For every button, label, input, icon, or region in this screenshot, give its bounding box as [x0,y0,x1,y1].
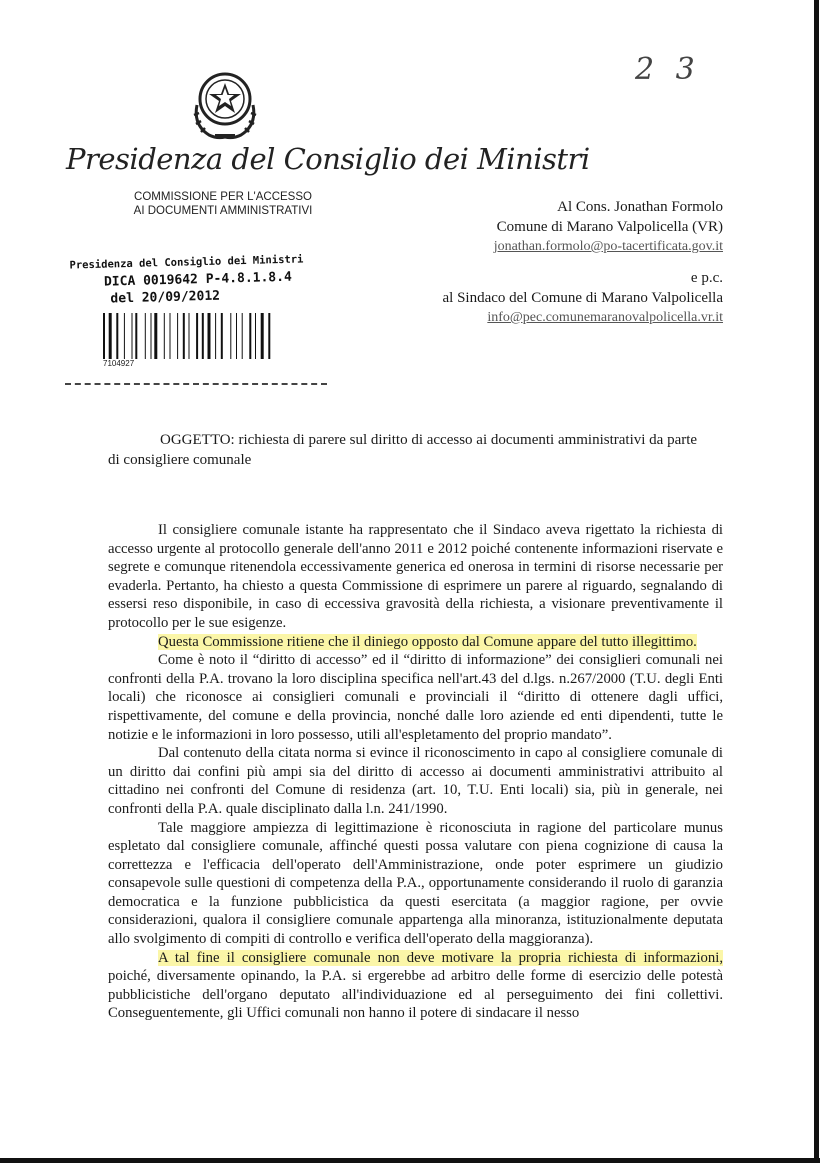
commission-name [120,190,326,218]
commission-name-line1: COMMISSIONE PER L'ACCESSO [134,191,312,203]
barcode-bar [261,313,264,359]
barcode-bar [151,313,152,359]
barcode-bar [202,313,204,359]
recipient-block [494,197,723,257]
barcode-bar [103,313,105,359]
barcode-bar [208,313,211,359]
barcode-bar [132,313,133,359]
barcode-bar [124,313,125,359]
stamp-date: del 20/09/2012 [110,288,221,307]
stamp-line1: Presidenza del Consiglio dei Ministri [69,253,304,272]
protocol-stamp [69,252,340,307]
barcode-bar [236,313,237,359]
barcode-icon [103,313,299,359]
cc-block [443,268,724,328]
barcode-bar [189,313,190,359]
barcode-bar [215,313,216,359]
barcode-bar [249,313,251,359]
recipient-municipality: Comune di Marano Valpolicella (VR) [496,219,723,235]
barcode-bar [116,313,118,359]
barcode-bar [154,313,157,359]
paragraph-2-highlight: Questa Commissione ritiene che il diniego opposto dal Comune appare del tutto illegittimo. [158,633,697,650]
handwritten-page-mark: 2 3 [635,52,701,87]
page-edge-bottom [0,1158,820,1163]
cc-recipient: al Sindaco del Comune di Marano Valpolicella [442,290,723,306]
cc-email-link[interactable]: info@pec.comunemaranovalpolicella.vr.it [487,310,723,325]
barcode-bar [230,313,231,359]
dashed-separator [65,383,327,385]
page-edge-right [814,0,819,1160]
barcode-bar [268,313,270,359]
letter-body [108,521,723,1023]
barcode-bar [177,313,178,359]
barcode-bar [183,313,185,359]
barcode-bar [135,313,137,359]
paragraph-4: Dal contenuto della citata norma si evince il riconoscimento in capo al consigliere comunale di un diritto dai confini più ampi sia del diritto di accesso ai documenti amministrativi attribuito al cittadino nei confronti del Comune di residenza (art. 10, T.U. Enti locali) sia, più in generale, nei confronti della P.A. quale disciplinato dalla l.n. 241/1990. [108,745,723,817]
barcode-bar [170,313,171,359]
paragraph-6-rest: poiché, diversamente opinando, la P.A. si ergerebbe ad arbitro delle forme di esercizio delle potestà pubblicistiche dell'organo deputato all'individuazione ed al perseguimento dei fini collettivi. Conseguentemente, gli Uffici comunali non hanno il potere di sindacare il nesso [108,968,723,1022]
subject-line1: OGGETTO: richiesta di parere sul diritto di accesso ai documenti amministrativi da parte [160,432,698,448]
paragraph-6 [108,949,723,1023]
organization-name-script: Presidenza del Consiglio dei Ministri [66,142,590,176]
barcode-bar [109,313,112,359]
paragraph-6-highlight: A tal fine il consigliere comunale non deve motivare la propria richiesta di informazioni, [158,949,723,966]
recipient-email-link[interactable]: jonathan.formolo@po-tacertificata.gov.it [493,239,723,254]
paragraph-1: Il consigliere comunale istante ha rappresentato che il Sindaco aveva rigettato la richiesta di accesso urgente al protocollo generale dell'anno 2011 e 2012 poiché contenente informazioni riservate e segrete e comunque ritenendola eccessivamente generica ed onerosa in termini di risorse necessarie per evaderla. Pertanto, ha chiesto a questa Commissione di esprimere un parere al riguardo, segnalando di essersi reso disponibile, in caso di eccessiva gravosità della richiesta, a visionare preventivamente il protocollo per le sue esigenze. [108,522,723,631]
barcode-bar [164,313,165,359]
paragraph-3: Come è noto il “diritto di accesso” ed il “diritto di informazione” dei consiglieri comunali nei confronti della P.A. trovano la loro disciplina specifica nell'art.43 del d.lgs. n.267/2000 (T.U. degli Enti locali) che riconosce ai consiglieri comunali e provinciali il “diritto di ottenere dagli uffici, rispettivamente, del comune e della provincia, nonché dalle loro aziende ed enti dipendenti, tutte le notizie e le informazioni in loro possesso, utili all'espletamento del proprio mandato”. [108,652,723,743]
subject-block [108,430,723,470]
recipient-name: Al Cons. Jonathan Formolo [557,199,723,215]
barcode-bar [145,313,146,359]
barcode-bar [221,313,223,359]
barcode-number: 7104927 [103,359,135,368]
paragraph-5: Tale maggiore ampiezza di legittimazione è riconosciuta in ragione del particolare munus espletato dal consigliere comunale, affinché questi possa valutare con piena cognizione di causa la correttezza e l'efficacia dell'operato dell'Amministrazione, onde poter esprimere un giudizio consapevole sulle questioni di competenza della P.A., opportunamente considerando il ruolo di garanzia democratica e la funzione pubblicistica da questi esercitata (a maggior ragione, per ovvie considerazioni, qualora il consigliere comunale appartenga alla minoranza, istituzionalmente deputata allo svolgimento di compiti di controllo e verifica dell'operato della maggioranza). [108,819,723,948]
barcode-bar [242,313,243,359]
barcode-bar [255,313,256,359]
commission-name-line2: AI DOCUMENTI AMMINISTRATIVI [133,205,313,217]
subject-line2: di consigliere comunale [108,452,252,468]
stamp-protocol-number: DICA 0019642 P-4.8.1.8.4 [103,269,292,290]
barcode-bar [196,313,198,359]
cc-label: e p.c. [690,270,723,286]
paragraph-2 [108,633,723,652]
italian-republic-emblem-icon [185,65,265,141]
